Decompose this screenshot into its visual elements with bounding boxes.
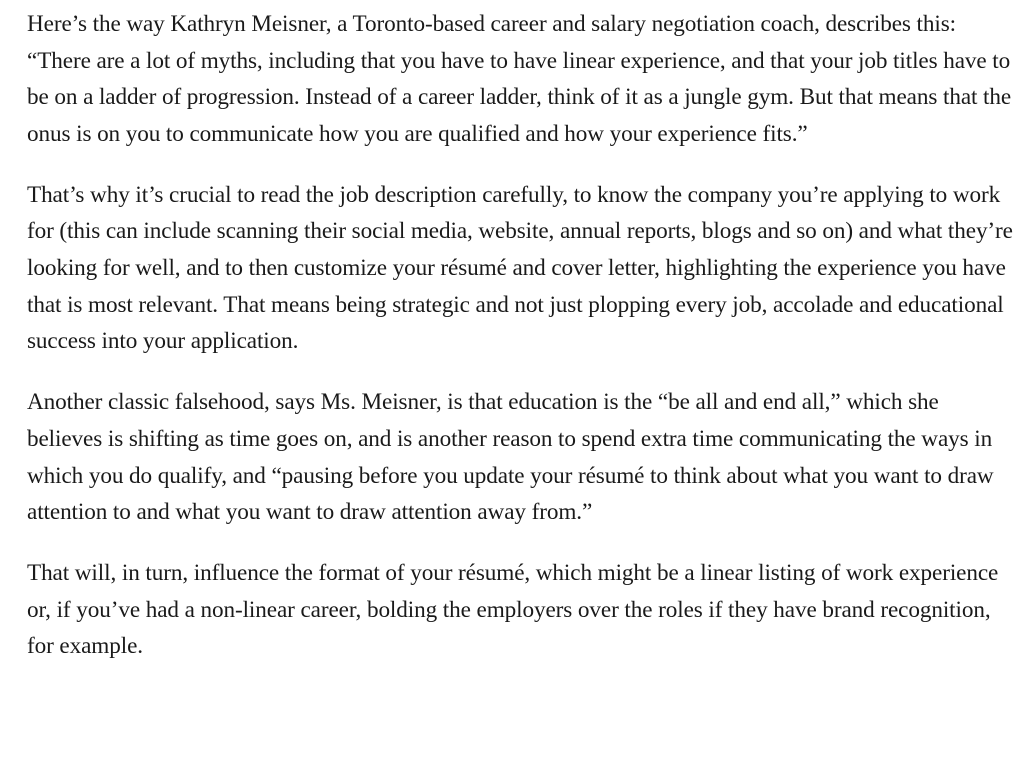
article-paragraph-4: That will, in turn, influence the format of your résumé, which might be a linear listing of work experience or, if you’ve had a non-linear career, bolding the employers over the roles if they have brand recognition, for example.: [27, 560, 999, 660]
article-body: [27, 6, 1017, 690]
article-paragraph-3: Another classic falsehood, says Ms. Meisner, is that education is the “be all and end all,” which she believes is shifting as time goes on, and is another reason to spend extra time communicating the ways in which you do qualify, and “pausing before you update your résumé to think about what you want to draw attention to and what you want to draw attention away from.”: [27, 389, 994, 526]
article-paragraph-2: That’s why it’s crucial to read the job description carefully, to know the company you’re applying to work for (this can include scanning their social media, website, annual reports, blogs and so on) and what they’re looking for well, and to then customize your résumé and cover letter, highlighting the experience you have that is most relevant. That means being strategic and not just plopping every job, accolade and educational success into your application.: [27, 181, 1013, 355]
article-paragraph-1: Here’s the way Kathryn Meisner, a Toronto-based career and salary negotiation coach, describes this: “There are a lot of myths, including that you have to have linear experience, and that your job titles have to be on a ladder of progression. Instead of a career ladder, think of it as a jungle gym. But that means that the onus is on you to communicate how you are qualified and how your experience fits.”: [27, 11, 1012, 147]
